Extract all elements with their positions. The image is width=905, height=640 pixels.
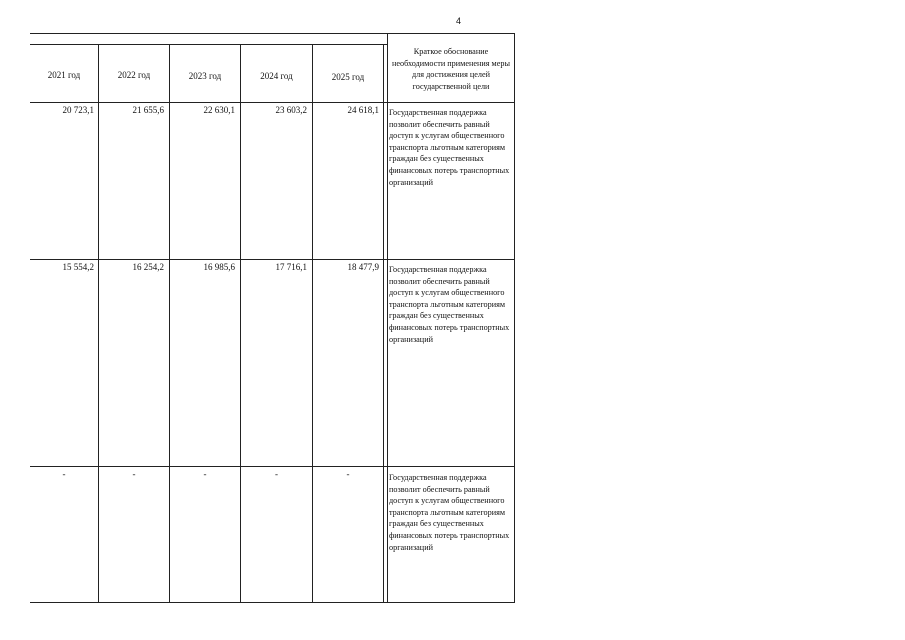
- row-1-value-2021: 20 723,1: [62, 105, 94, 115]
- header-year-2023: 2023 год: [188, 71, 222, 81]
- budget-table: [30, 33, 515, 603]
- header-year-2021: 2021 год: [47, 70, 81, 80]
- col-divider-6: [387, 33, 388, 602]
- col-divider-4: [312, 44, 313, 602]
- row-2-value-2021: 15 554,2: [62, 262, 94, 272]
- row-3-value-2025: -: [346, 469, 350, 479]
- row-1-bottom-border: [30, 259, 515, 260]
- row-1-value-2024: 23 603,2: [275, 105, 307, 115]
- header-top-border: [30, 44, 387, 45]
- row-2-value-2022: 16 254,2: [132, 262, 164, 272]
- row-3-value-2021: -: [62, 469, 66, 479]
- row-3-value-2024: -: [275, 469, 278, 479]
- row-2-value-2024: 17 716,1: [275, 262, 307, 272]
- header-year-2025: 2025 год: [331, 72, 365, 82]
- col-divider-2: [169, 44, 170, 602]
- header-bottom-border: [30, 102, 515, 103]
- header-justification: Краткое обоснование необходимости применения меры для достижения целей государственной цели: [392, 47, 510, 91]
- header-year-2022: 2022 год: [117, 70, 151, 80]
- row-2-value-2023: 16 985,6: [203, 262, 235, 272]
- header-year-2024: 2024 год: [260, 71, 293, 81]
- row-3-value-2023: -: [203, 469, 207, 479]
- table-bottom-border: [30, 602, 515, 603]
- row-2-value-2025: 18 477,9: [347, 262, 379, 272]
- col-divider-1: [98, 44, 99, 602]
- table-top-border: [30, 33, 515, 34]
- row-1-value-2025: 24 618,1: [347, 105, 379, 115]
- page-number: 4: [456, 16, 462, 26]
- row-1-value-2023: 22 630,1: [203, 105, 235, 115]
- row-1-justification: Государственная поддержка позволит обеспечить равный доступ к услугам общественного транспорта льготным категориям граждан без существенных финансовых потерь транспортных организаций: [389, 108, 510, 187]
- col-divider-5: [383, 44, 384, 602]
- row-2-justification: Государственная поддержка позволит обеспечить равный доступ к услугам общественного транспорта льготным категориям граждан без существенных финансовых потерь транспортных организаций: [389, 265, 510, 344]
- row-2-bottom-border: [30, 466, 515, 467]
- row-1-value-2022: 21 655,6: [132, 105, 164, 115]
- col-divider-3: [240, 44, 241, 602]
- row-3-value-2022: -: [132, 469, 136, 479]
- row-3-justification: Государственная поддержка позволит обеспечить равный доступ к услугам общественного транспорта льготным категориям граждан без существенных финансовых потерь транспортных организаций: [389, 473, 510, 552]
